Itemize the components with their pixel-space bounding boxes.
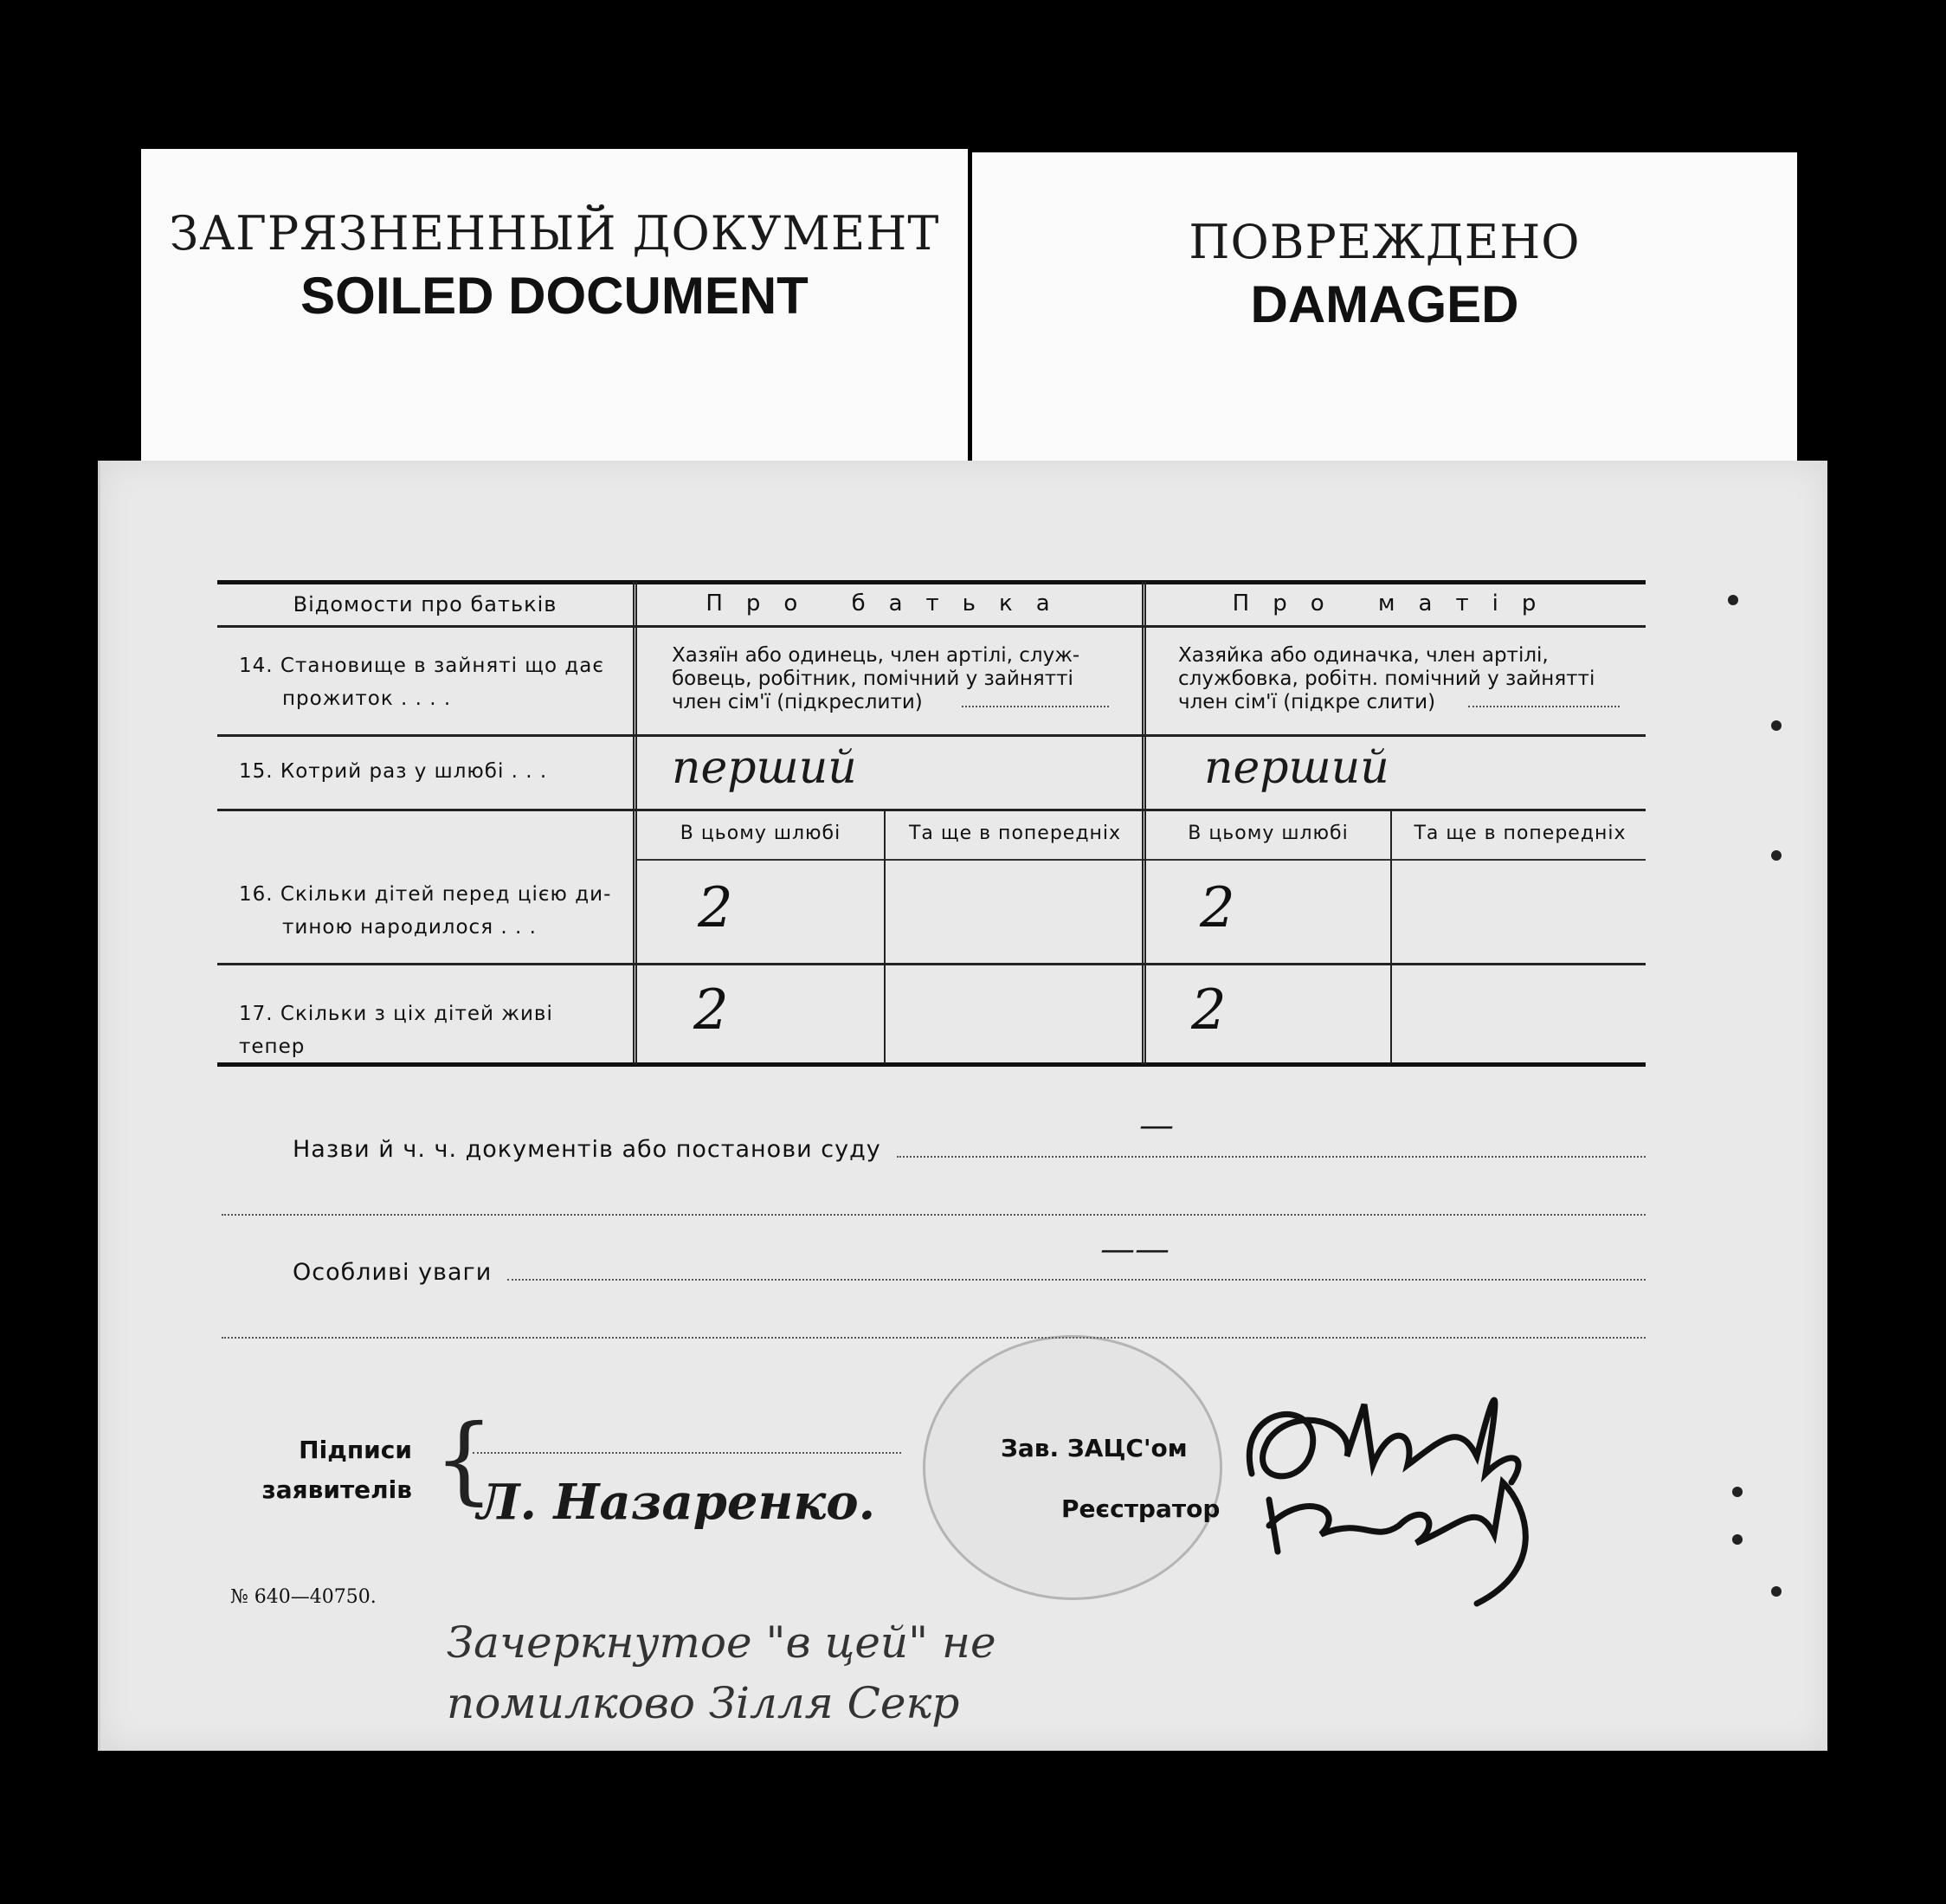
mother-occupation-dotline (1468, 706, 1620, 707)
table-header-border (217, 625, 1646, 628)
record-form-sheet (98, 461, 1827, 1751)
header-father: Про батька (706, 591, 1073, 616)
row15-label: 15. Котрий раз у шлюбі . . . (239, 760, 548, 783)
documents-dotline (897, 1156, 1646, 1158)
soiled-document-label (141, 149, 968, 474)
damaged-label-en: DAMAGED (1250, 275, 1519, 333)
applicants-signature-label: Підписи заявителів (261, 1436, 412, 1504)
header-mother: Про матір (1232, 591, 1560, 616)
remarks-label: Особливі уваги (293, 1259, 493, 1286)
registrar-label: Реєстратор (1061, 1494, 1221, 1523)
form-number: № 640—40750. (230, 1586, 377, 1608)
remarks-dotline (507, 1279, 1646, 1281)
mother-occupation-options: Хазяйка або одиначка, член артілі, службовка, робітн. помічний у зайнятті член сім'ї (підкре слити) (1178, 644, 1595, 713)
father-occupation-options: Хазяїн або одинець, член артілі, служ- бовець, робітник, помічний у зайнятті член сім'ї (підкреслити) (672, 644, 1080, 713)
father-occupation-dotline (962, 706, 1109, 707)
row16-label: 16. Скільки дітей перед цією ди- тиною народилося . . . (239, 883, 612, 939)
documents-dotline-2 (222, 1214, 1646, 1216)
father-subheader-previous: Та ще в попередніх (908, 823, 1122, 844)
punch-hole (1771, 850, 1782, 861)
applicant-signature: Л. Назаренко. (477, 1474, 876, 1531)
header-parents-info: Відомости про батьків (293, 592, 557, 616)
row17-label: 17. Скільки з ціх дітей живі тепер (239, 1003, 553, 1058)
row16-mother-this: 2 (1200, 876, 1235, 940)
punch-hole (1771, 1586, 1782, 1597)
row16-father-this: 2 (698, 876, 733, 940)
punch-hole (1732, 1534, 1743, 1545)
pencil-footnote: Зачеркнутое "в цей" не помилково Зілля Секр (447, 1617, 996, 1728)
documents-value: — (1139, 1106, 1174, 1146)
zags-head-label: Зав. ЗАЦС'ом (1001, 1434, 1188, 1462)
table-top-border (217, 580, 1646, 584)
table-row14-border (217, 734, 1646, 737)
table-col-divider-father (884, 810, 886, 1063)
damaged-label-ru: ПОВРЕЖДЕНО (1189, 215, 1581, 269)
applicant-signature-dotline-1 (473, 1452, 901, 1454)
row15-father-value: перший (672, 742, 857, 794)
soiled-label-en: SOILED DOCUMENT (300, 267, 809, 325)
mother-subheader-previous: Та ще в попередніх (1414, 823, 1627, 844)
remarks-value: —— (1100, 1230, 1170, 1269)
documents-label: Назви й ч. ч. документів або постанови суду (293, 1136, 881, 1163)
table-row15-border (217, 809, 1646, 811)
father-subheader-this-marriage: В цьому шлюбі (680, 823, 841, 844)
table-col-divider-mother (1390, 810, 1392, 1063)
row15-mother-value: перший (1204, 742, 1389, 794)
remarks-dotline-2 (222, 1337, 1646, 1339)
row14-label: 14. Становище в зайняті що дає прожиток . . . . (239, 655, 604, 710)
table-row16-border (217, 963, 1646, 965)
punch-hole (1771, 720, 1782, 731)
row17-mother-this: 2 (1191, 978, 1227, 1042)
punch-hole (1728, 595, 1738, 605)
soiled-label-ru: ЗАГРЯЗНЕННЫЙ ДОКУМЕНТ (169, 206, 940, 261)
mother-subheader-this-marriage: В цьому шлюбі (1188, 823, 1349, 844)
damaged-document-label (972, 152, 1797, 474)
row17-father-this: 2 (693, 978, 729, 1042)
brace: { (434, 1404, 494, 1514)
official-signatures (1217, 1352, 1667, 1612)
punch-hole (1732, 1487, 1743, 1497)
